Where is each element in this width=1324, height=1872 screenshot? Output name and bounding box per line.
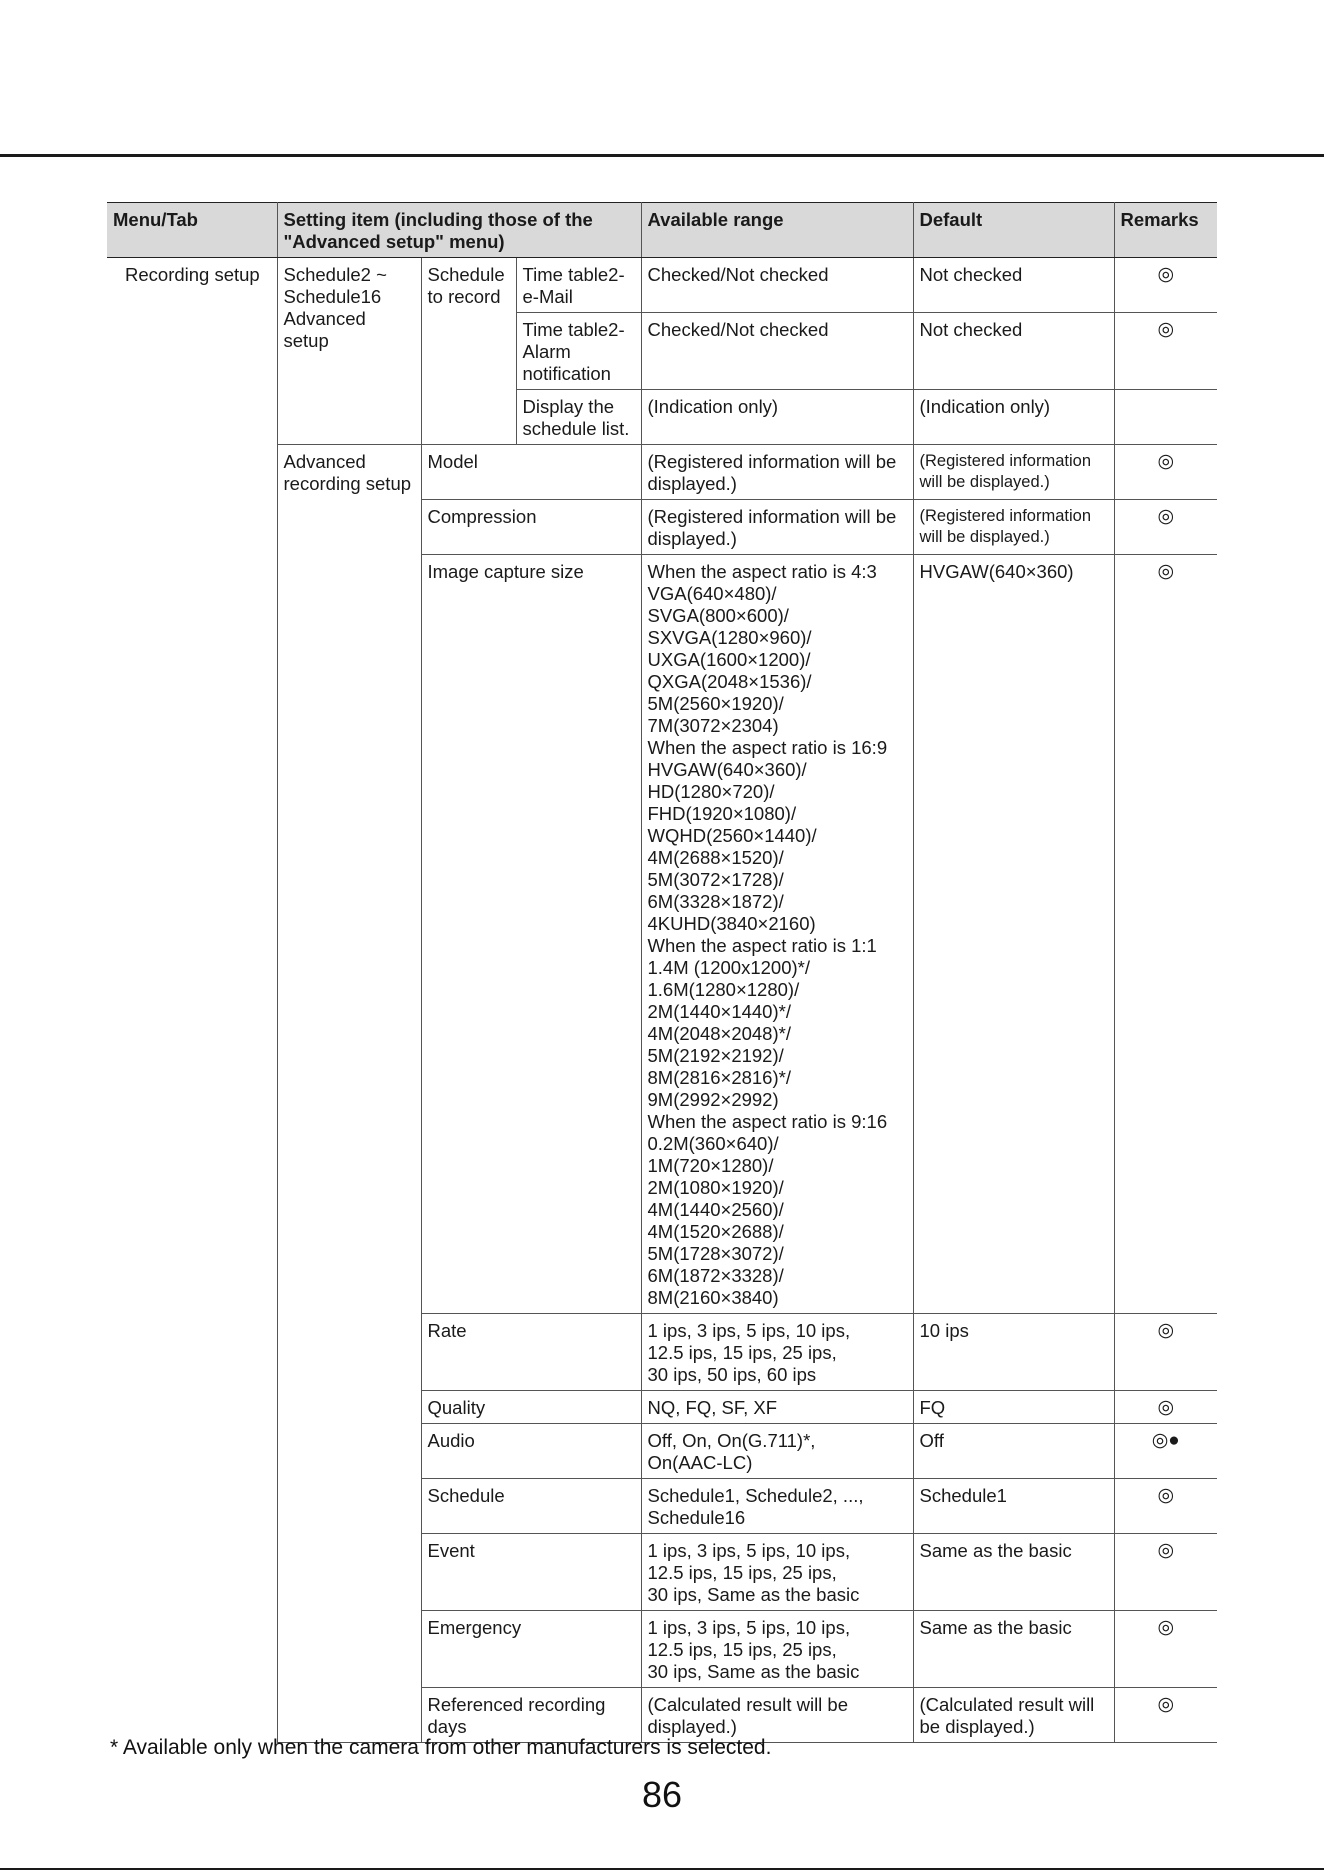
remark-mark: ◎: [1114, 555, 1217, 1314]
header-default: Default: [913, 203, 1114, 258]
available-range: 1 ips, 3 ips, 5 ips, 10 ips, 12.5 ips, 15 ips, 25 ips, 30 ips, Same as the basic: [641, 1534, 913, 1611]
available-range: Schedule1, Schedule2, ..., Schedule16: [641, 1479, 913, 1534]
default-value: (Indication only): [913, 390, 1114, 445]
setting-item: Image capture size: [421, 555, 641, 1314]
header-available-range: Available range: [641, 203, 913, 258]
default-value: HVGAW(640×360): [913, 555, 1114, 1314]
table-header-row: [107, 203, 1217, 258]
header-rule: [0, 154, 1324, 157]
advanced-group-label: Advanced recording setup: [277, 445, 421, 1743]
available-range: (Registered information will be displayed.): [641, 500, 913, 555]
default-value: Same as the basic: [913, 1534, 1114, 1611]
footnote: * Available only when the camera from other manufacturers is selected.: [110, 1736, 772, 1759]
available-range: 1 ips, 3 ips, 5 ips, 10 ips, 12.5 ips, 15 ips, 25 ips, 30 ips, Same as the basic: [641, 1611, 913, 1688]
available-range: NQ, FQ, SF, XF: [641, 1391, 913, 1424]
remark-mark: ◎: [1114, 313, 1217, 390]
menu-recording-setup: Recording setup: [107, 258, 277, 1743]
setting-item: Event: [421, 1534, 641, 1611]
default-value: Not checked: [913, 313, 1114, 390]
setting-item: Quality: [421, 1391, 641, 1424]
available-range: When the aspect ratio is 4:3 VGA(640×480)/ SVGA(800×600)/ SXVGA(1280×960)/ UXGA(1600×1200)/ QXGA(2048×1536)/ 5M(2560×1920)/ 7M(3072×2304) When the aspect ratio is 16:9 HVGAW(640×360)/ HD(1280×720)/ FHD(1920×1080)/ WQHD(2560×1440)/ 4M(2688×1520)/ 5M(3072×1728)/ 6M(3328×1872)/ 4KUHD(3840×2160) When the aspect ratio is 1:1 1.4M (1200x1200)*/ 1.6M(1280×1280)/ 2M(1440×1440)*/ 4M(2048×2048)*/ 5M(2192×2192)/ 8M(2816×2816)*/ 9M(2992×2992) When the aspect ratio is 9:16 0.2M(360×640)/ 1M(720×1280)/ 2M(1080×1920)/ 4M(1440×2560)/ 4M(1520×2688)/ 5M(1728×3072)/ 6M(1872×3328)/ 8M(2160×3840): [641, 555, 913, 1314]
setting-item: Emergency: [421, 1611, 641, 1688]
remark-mark: ◎: [1114, 500, 1217, 555]
schedule-to-record-label: Schedule to record: [421, 258, 516, 445]
page-number: 86: [641, 1774, 683, 1815]
setting-item: Audio: [421, 1424, 641, 1479]
remark-mark: ◎: [1114, 1534, 1217, 1611]
setting-item: Rate: [421, 1314, 641, 1391]
settings-table: [107, 202, 1217, 1743]
remark-mark: ◎: [1114, 1611, 1217, 1688]
header-remarks: Remarks: [1114, 203, 1217, 258]
default-value: (Registered information will be displayed.): [913, 500, 1114, 555]
default-value: Schedule1: [913, 1479, 1114, 1534]
remark-mark: [1114, 390, 1217, 445]
remark-mark: ◎: [1114, 445, 1217, 500]
setting-item: Display the schedule list.: [516, 390, 641, 445]
header-menu-tab: Menu/Tab: [107, 203, 277, 258]
default-value: Same as the basic: [913, 1611, 1114, 1688]
setting-item: Referenced recording days: [421, 1688, 641, 1743]
default-value: (Calculated result will be displayed.): [913, 1688, 1114, 1743]
setting-item: Model: [421, 445, 641, 500]
setting-item: Time table2- Alarm notification: [516, 313, 641, 390]
remark-mark: ◎: [1114, 1314, 1217, 1391]
default-value: 10 ips: [913, 1314, 1114, 1391]
available-range: (Calculated result will be displayed.): [641, 1688, 913, 1743]
setting-item: Time table2- e-Mail: [516, 258, 641, 313]
header-setting-item: Setting item (including those of the "Advanced setup" menu): [277, 203, 641, 258]
default-value: Not checked: [913, 258, 1114, 313]
available-range: Checked/Not checked: [641, 258, 913, 313]
remark-mark: ◎: [1114, 258, 1217, 313]
footer-rule: [0, 1868, 1324, 1870]
available-range: Off, On, On(G.711)*, On(AAC-LC): [641, 1424, 913, 1479]
remark-mark: ◎: [1114, 1479, 1217, 1534]
available-range: (Registered information will be displayed.): [641, 445, 913, 500]
available-range: (Indication only): [641, 390, 913, 445]
default-value: FQ: [913, 1391, 1114, 1424]
remark-mark: ◎: [1114, 1391, 1217, 1424]
default-value: (Registered information will be displayed.): [913, 445, 1114, 500]
setting-item: Compression: [421, 500, 641, 555]
remark-mark: ◎: [1114, 1688, 1217, 1743]
default-value: Off: [913, 1424, 1114, 1479]
available-range: Checked/Not checked: [641, 313, 913, 390]
schedule-group-label: Schedule2 ~ Schedule16 Advanced setup: [277, 258, 421, 445]
available-range: 1 ips, 3 ips, 5 ips, 10 ips, 12.5 ips, 15 ips, 25 ips, 30 ips, 50 ips, 60 ips: [641, 1314, 913, 1391]
remark-mark: ◎●: [1114, 1424, 1217, 1479]
table-row: [107, 258, 1217, 313]
setting-item: Schedule: [421, 1479, 641, 1534]
